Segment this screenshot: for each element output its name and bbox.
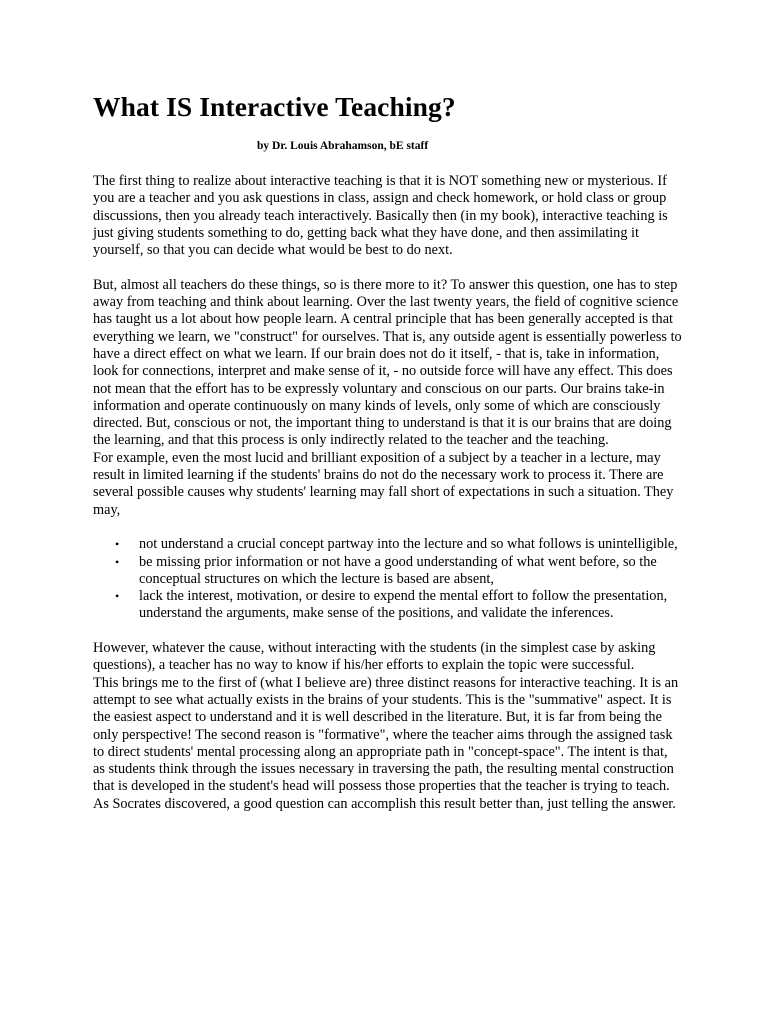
bullet-icon: • [115,554,120,569]
bullet-icon: • [115,589,120,604]
paragraph-cognitive-science: But, almost all teachers do these things, so is there more to it? To answer this question, one has to step away from teaching and think about learning. Over the last twenty years, the field of cognitive science has taught us a lot about how people learn. A central principle that has been generally accepted is that everything we learn, we "construct" for ourselves. That is, any outside agent is essentially powerless to have a direct effect on what we learn. If our brain does not do it itself, - that is, take in information, look for connections, interpret and make sense of it, - no outside force will have any effect. This does not mean that the effort has to be expressly voluntary and conscious on our parts. Our brains take-in information and operate continuously on many kinds of levels, only some of which are consciously directed. But, conscious or not, the important thing to understand is that it is our brains that are doing the learning, and that this process is only indirectly related to the teacher and the teaching. [93,276,682,449]
paragraph-however: However, whatever the cause, without interacting with the students (in the simplest case by asking questions), a teacher has no way to know if his/her efforts to explain the topic were successful. [93,640,656,674]
list-item [93,588,683,623]
author-byline: by Dr. Louis Abrahamson, bE staff [257,140,429,152]
paragraph-reasons: This brings me to the first of (what I believe are) three distinct reasons for interactive teaching. It is an attempt to see what actually exists in the brains of your students. This is the "summative" aspect. It is the easiest aspect to understand and it is well described in the literature. But, it is far from being the only perspective! The second reason is "formative", where the teacher aims through the assigned task to direct students' mental processing along an appropriate path in "concept-space". The intent is that, as students think through the issues necessary in traversing the path, the resulting mental construction that is developed in the student's head will possess those properties that the teacher is trying to teach. As Socrates discovered, a good question can accomplish this result better than, just telling the answer. [93,674,679,812]
list-item-text: be missing prior information or not have a good understanding of what went before, so the conceptual structures on which the lecture is based are absent, [139,553,657,587]
list-item-text: lack the interest, motivation, or desire to expend the mental effort to follow the presentation, understand the arguments, make sense of the positions, and validate the inferences. [139,588,668,622]
document-page [93,88,683,813]
list-item-text: not understand a crucial concept partway into the lecture and so what follows is unintelligible, [139,536,678,553]
paragraph-intro: The first thing to realize about interactive teaching is that it is NOT something new or mysterious. If you are a teacher and you ask questions in class, assign and check homework, or hold class or group discussions, then you already teach interactively. Basically then (in my book), interactive teaching is just giving students something to do, getting back what they have done, and then assimilating it yourself, so that you can decide what would be best to do next. [93,173,668,259]
list-item [93,554,683,589]
page-title: What IS Interactive Teaching? [93,91,456,122]
causes-list [93,536,683,622]
list-item [93,536,683,553]
paragraph-example: For example, even the most lucid and brilliant exposition of a subject by a teacher in a lecture, may result in limited learning if the students' brains do not do the necessary work to process it. There are several possible causes why students' learning may fall short of expectations in such a situation. They may, [93,449,674,518]
bullet-icon: • [115,537,120,552]
